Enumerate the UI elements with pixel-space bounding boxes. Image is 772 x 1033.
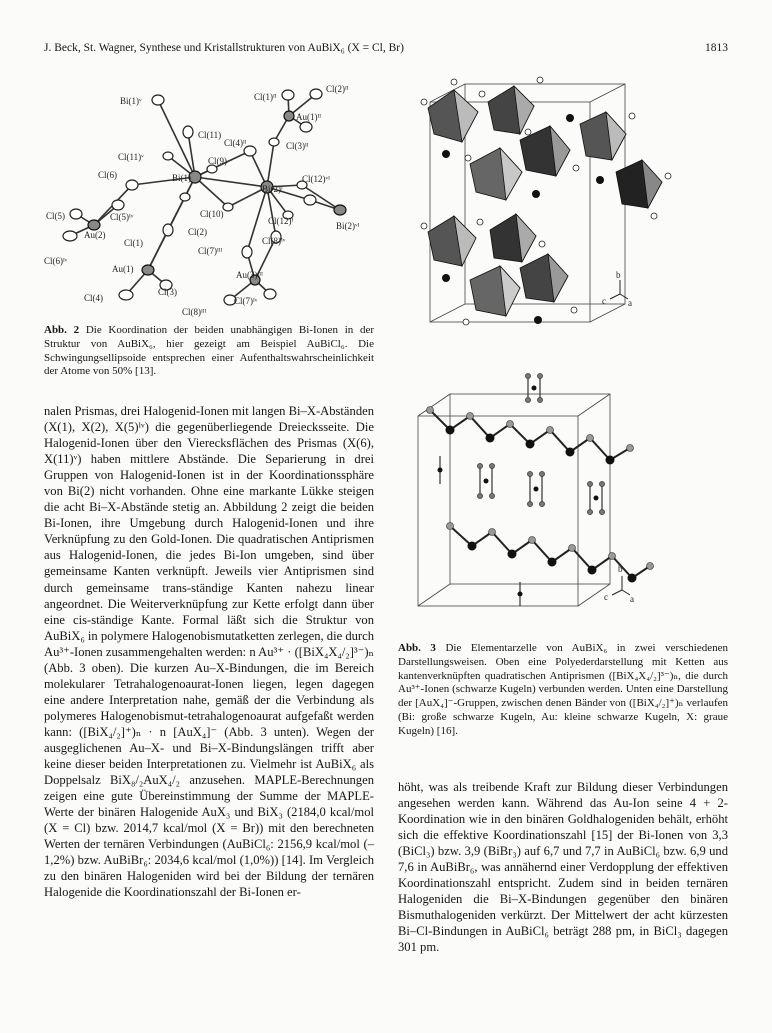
label-au3iii: Au(3)ᴵᴵᴵ (236, 270, 263, 280)
figure-2-svg (40, 82, 370, 318)
right-column-text (398, 779, 728, 956)
label-cl3: Cl(3) (158, 287, 177, 297)
axis-b-top: b (616, 270, 621, 280)
running-title: J. Beck, St. Wagner, Synthese und Kristallstrukturen von AuBiX₆ (X = Cl, Br) (44, 42, 404, 54)
label-bi2vi: Bi(2)ᵛᴵ (336, 221, 360, 231)
label-cl2: Cl(2) (188, 227, 207, 237)
label-cl2ii: Cl(2)ᴵᴵ (326, 84, 349, 94)
running-header (44, 42, 728, 54)
left-column-paragraph: nalen Prismas, drei Halogenid-Ionen mit langen Bi–X-Abständen (X(1), X(2), X(5)ᴵᵛ) die gegenüberliegende Dreiecksseite. Die Halogenid-Ionen über den Vierecksflächen des Prismas (X(6), X(11)ᵛ) haben mittlere Abstände. Die Separierung in drei Gruppen von Halogenid-Ionen ist in der Koordinationssphäre von Bi(2) nicht vorhanden. Ohne eine markante Lükke steigen die acht Bi–X-Abstände stetig an. Abbildung 2 zeigt die beiden Bi-Ionen, ihre Umgebung durch Halogenid-Ionen und ihre Verknüpfung zu den Gold-Ionen. Die quadratischen Antiprismen aus Halogenid-Ionen, die jedes Bi-Ion umgeben, sind über gemeinsame Kanten verknüpft. Jeweils vier Antiprismen sind durch gemeinsame trans-ständige Kanten nahezu linear angeordnet. Die Weiterverknüpfung zur Kette erfolgt dann über eine cis-ständige Kante. Formal läßt sich die Struktur von AuBiX₆ in polymere Halogenobismutatketten zerlegen, die durch Au³⁺-Ionen zusammengehalten werden: n Au³⁺ · ([BiX₄X₄/₂]³⁻)ₙ (Abb. 3 oben). Die kurzen Au–X-Bindungen, die im Bereich molekularer Tetrahalogenoaurat-Ionen liegen, legen dagegen eine andere Interpretation nahe, gemäß der die Verbindung als polymeres Halogenobismut-tetrahalogenoaurat aufgefaßt werden kann: ([BiX₄/₂]⁺)ₙ · n [AuX₄]⁻ (Abb. 3 unten). Wegen der ausgeglichenen Au–X- und Bi–X-Bindungslängen trifft aber keine dieser beiden Interpretationen zu. Vielmehr ist AuBiX₆ als Doppelsalz BiX₈/₂AuX₄/₂ anzusehen. MAPLE-Berechnungen zeigen eine gute Übereinstimmung der Summe der MAPLE-Werte der binären Halogenide AuX₃ und BiX₃ (2184,0 kcal/mol (X = Cl) bzw. 2014,7 kcal/mol (X = Br)) mit den berechneten Werten der ternären Verbindungen (AuBiCl₆: 2156,9 kcal/mol (–1,2%) bzw. AuBiBr₆: 2034,6 kcal/mol (1,0%)) [14]. Im Vergleich zu den binären Halogeniden wird bei der Bildung der ternären Halogenide die Koordinationszahl der Bi-Ionen er- (44, 404, 374, 900)
label-au1: Au(1) (112, 264, 134, 274)
x-spheres (427, 407, 654, 570)
label-cl6iv: Cl(6)ᴵᵛ (44, 256, 68, 266)
label-cl4ii: Cl(4)ᴵᴵ (224, 138, 247, 148)
page-number: 1813 (705, 42, 728, 54)
label-cl9: Cl(9) (208, 156, 227, 166)
axis-a-bottom: a (630, 594, 634, 604)
bi-band-zigzag (430, 410, 650, 578)
label-au2: Au(2) (84, 230, 106, 240)
right-column-paragraph: höht, was als treibende Kraft zur Bildung dieser Verbindungen angesehen werden kann. Während das Au-Ion seine 4 + 2-Koordination wie in den binären Goldhalogeniden behält, erhöht sich die effektive Koordinationszahl [15] der Bi-Ionen von 3,3 (BiCl₃) bzw. 3,9 (BiBr₃) auf 6,7 und 7,7 in AuBiCl₆ bzw. 6,9 und 7,6 in AuBiBr₆, was annähernd einer Verdopplung der effektiven Koordinationszahl entspricht. Zudem sind in beiden ternären Halogeniden die Bi–X-Bindungen gegenüber den binären Bismuthalogeniden verkürzt. Der Mittelwert der acht kürzesten Bi–Cl-Bindungen in AuBiCl₆ beträgt 288 pm, in BiCl₃ dagegen 301 pm. (398, 780, 728, 955)
figure-2-coordination-drawing (40, 82, 370, 318)
label-cl1ii: Cl(1)ᴵᴵ (254, 92, 277, 102)
label-cl8iv: Cl(8)ᴵᵛ (262, 236, 286, 246)
label-cl6: Cl(6) (98, 170, 117, 180)
figure-3-bottom-svg (410, 356, 710, 618)
axis-b-bottom: b (618, 564, 623, 574)
axis-c-top: c (602, 296, 606, 306)
figure-2-caption (44, 324, 374, 379)
figure-3-polyhedra-drawing (410, 72, 710, 340)
left-column-text (44, 403, 374, 900)
label-cl10: Cl(10) (200, 209, 224, 219)
axis-c-bottom: c (604, 592, 608, 602)
label-cl7iv: Cl(7)ᴵᵛ (234, 296, 258, 306)
label-au1ii: Au(1)ᴵᴵ (296, 112, 322, 122)
axis-indicator-bottom (612, 576, 630, 595)
au-x-spheres (477, 373, 604, 514)
label-cl12vi: Cl(12)ᵛᴵ (302, 174, 330, 184)
bond-lines (70, 94, 340, 300)
figure-2-caption-label: Abb. 2 (44, 324, 80, 336)
label-cl1: Cl(1) (124, 238, 143, 248)
label-cl11: Cl(11) (198, 130, 222, 140)
label-cl4: Cl(4) (84, 293, 103, 303)
label-cl8iii: Cl(8)ᴵᴵᴵ (182, 307, 207, 317)
label-bi1v: Bi(1)ᵛ (120, 96, 142, 106)
figure-3-top-svg (410, 72, 710, 340)
label-cl5iv: Cl(5)ᴵᵛ (110, 212, 134, 222)
axis-a-top: a (628, 298, 632, 308)
label-cl7iii: Cl(7)ᴵᴵᴵ (198, 246, 223, 256)
au-small-spheres (438, 386, 599, 597)
atom-ellipsoids (63, 89, 322, 305)
label-cl3ii: Cl(3)ᴵᴵ (286, 141, 309, 151)
label-cl5: Cl(5) (46, 211, 65, 221)
label-bi2i: Bi(2)ᴵ (262, 184, 283, 194)
figure-3-caption-text: Die Elementarzelle von AuBiX₆ in zwei verschiedenen Darstellungsweisen. Oben eine Polyederdarstellung mit Ketten aus kantenverknüpften quadratischen Antiprismen ([BiX₄X₄/₂]³⁻)ₙ, die durch Au³⁺-Ionen (schwarze Kugeln) verbunden werden. Unten eine Darstellung der [AuX₄]⁻-Gruppen, zwischen denen Bänder von ([BiX₄/₂]⁺)ₙ verlaufen (Bi: große schwarze Kugeln, Au: kleine schwarze Kugeln, X: graue Kugeln) [16]. (398, 642, 728, 737)
label-bi1: Bi(1) (172, 173, 191, 183)
label-cl12i: Cl(12)ᴵ (268, 216, 294, 226)
antiprism-polyhedra (428, 86, 662, 316)
label-cl11v: Cl(11)ᵛ (118, 152, 144, 162)
figure-2-caption-text: Die Koordination der beiden unabhängigen Bi-Ionen in der Struktur von AuBiX₆, hier gezeigt am Beispiel AuBiCl₆. Die Schwingungsellipsoide entsprechen einer Aufenthaltswahrscheinlichkeit der Atome von 50% [13]. (44, 324, 375, 378)
figure-3-caption (398, 642, 728, 739)
figure-3-ball-stick-drawing (410, 356, 710, 618)
figure-3-caption-label: Abb. 3 (398, 642, 436, 654)
